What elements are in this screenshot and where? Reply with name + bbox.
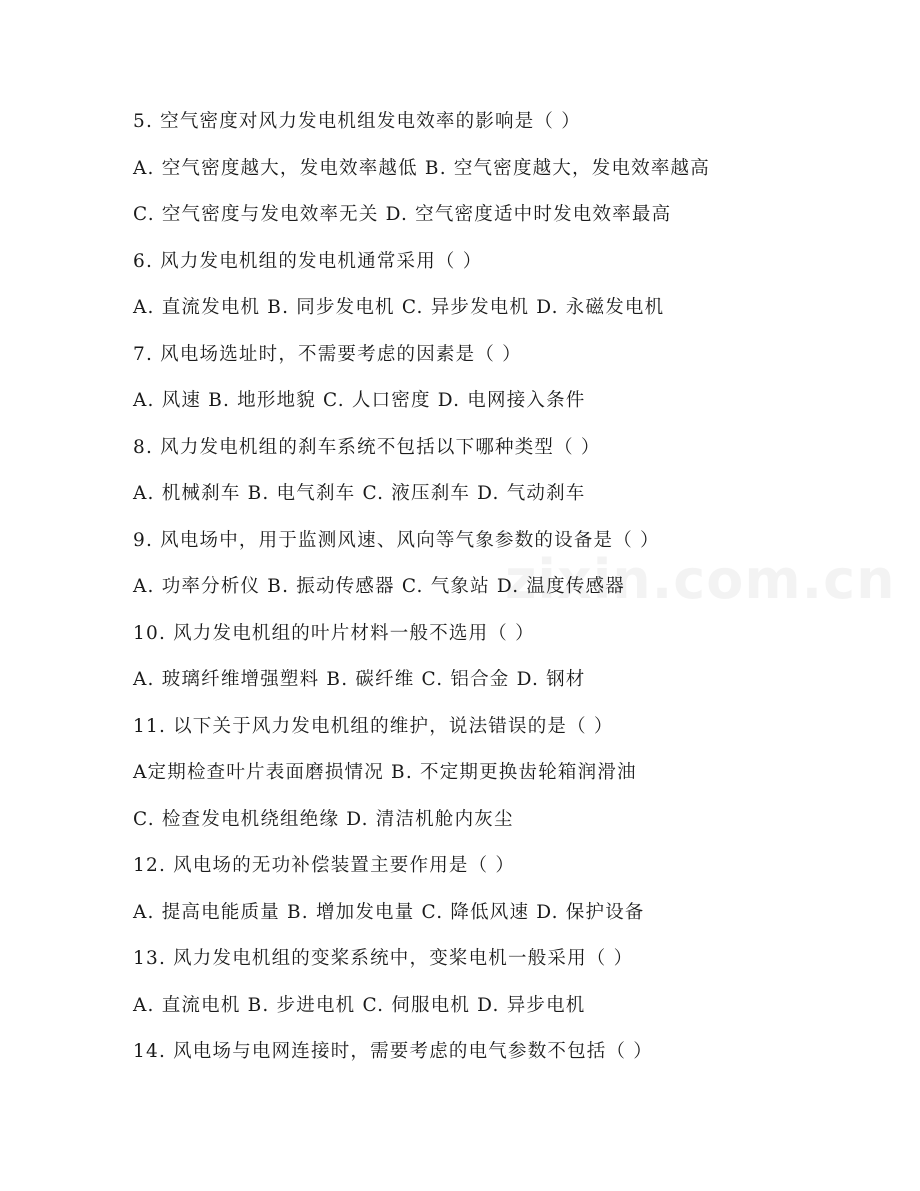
options-10: A. 玻璃纤维增强塑料 B. 碳纤维 C. 铝合金 D. 钢材 bbox=[133, 669, 586, 690]
options-6: A. 直流发电机 B. 同步发电机 C. 异步发电机 D. 永磁发电机 bbox=[133, 297, 665, 318]
options-5-cd: C. 空气密度与发电效率无关 D. 空气密度适中时发电效率最高 bbox=[133, 204, 672, 225]
options-13: A. 直流电机 B. 步进电机 C. 伺服电机 D. 异步电机 bbox=[133, 994, 586, 1016]
question-10: 10. 风力发电机组的叶片材料一般不选用（ ） bbox=[133, 622, 535, 644]
question-list bbox=[133, 104, 833, 1081]
question-9: 9. 风电场中，用于监测风速、风向等气象参数的设备是（ ） bbox=[133, 529, 660, 551]
options-5-ab: A. 空气密度越大，发电效率越低 B. 空气密度越大，发电效率越高 bbox=[133, 157, 710, 179]
options-12: A. 提高电能质量 B. 增加发电量 C. 降低风速 D. 保护设备 bbox=[133, 901, 645, 923]
question-7: 7. 风电场选址时，不需要考虑的因素是（ ） bbox=[133, 343, 522, 365]
options-8: A. 机械刹车 B. 电气刹车 C. 液压刹车 D. 气动刹车 bbox=[133, 483, 586, 504]
options-11-cd: C. 检查发电机绕组绝缘 D. 清洁机舱内灰尘 bbox=[133, 808, 514, 830]
question-12: 12. 风电场的无功补偿装置主要作用是（ ） bbox=[133, 855, 516, 876]
question-11: 11. 以下关于风力发电机组的维护，说法错误的是（ ） bbox=[133, 715, 614, 737]
question-5: 5. 空气密度对风力发电机组发电效率的影响是（ ） bbox=[133, 111, 581, 132]
question-13: 13. 风力发电机组的变桨系统中，变桨电机一般采用（ ） bbox=[133, 948, 634, 969]
question-6: 6. 风力发电机组的发电机通常采用（ ） bbox=[133, 250, 483, 272]
question-14: 14. 风电场与电网连接时，需要考虑的电气参数不包括（ ） bbox=[133, 1041, 653, 1062]
question-8: 8. 风力发电机组的刹车系统不包括以下哪种类型（ ） bbox=[133, 436, 601, 458]
options-9: A. 功率分析仪 B. 振动传感器 C. 气象站 D. 温度传感器 bbox=[133, 576, 625, 597]
options-11-ab: A定期检查叶片表面磨损情况 B. 不定期更换齿轮箱润滑油 bbox=[133, 762, 637, 783]
options-7: A. 风速 B. 地形地貌 C. 人口密度 D. 电网接入条件 bbox=[133, 390, 586, 411]
